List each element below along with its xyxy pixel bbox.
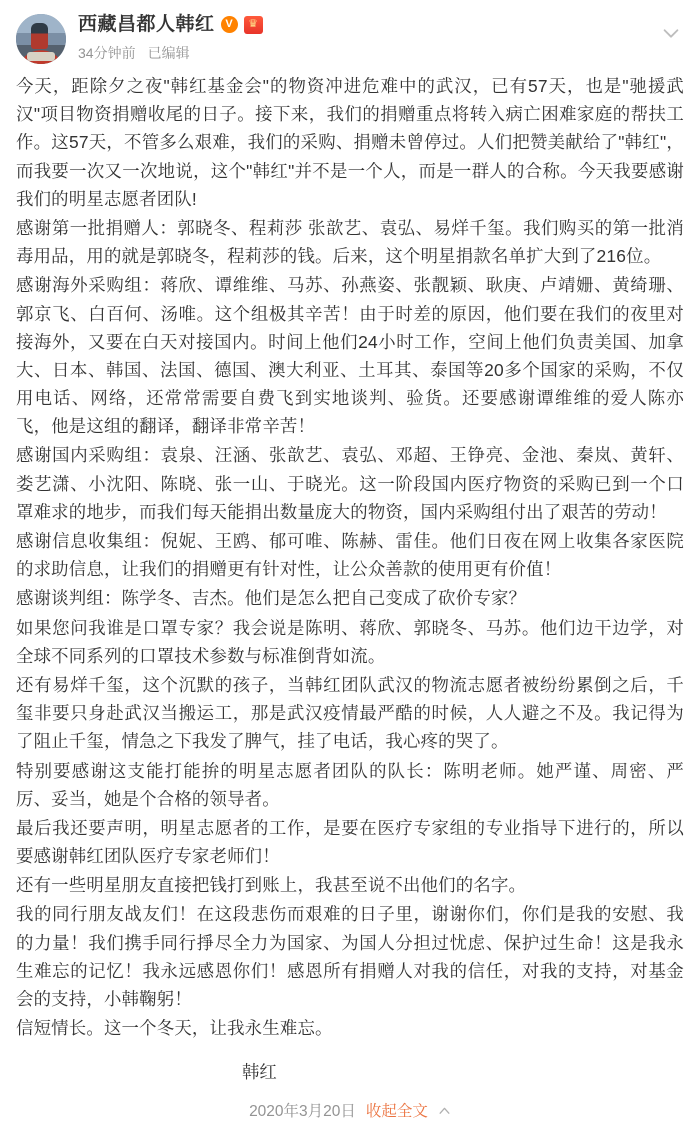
post-footer [16, 1093, 684, 1137]
post-paragraph: 还有易烊千玺，这个沉默的孩子，当韩红团队武汉的物流志愿者被纷纷累倒之后，千玺非要只身赴武汉当搬运工，那是武汉疫情最严酷的时候，人人避之不及。我记得为了阻止千玺，情急之下我发了脾气，挂了电话，我心疼的哭了。 [16, 674, 684, 752]
post-edited-label: 已编辑 [147, 45, 190, 61]
post-paragraph: 我的同行朋友战友们！在这段悲伤而艰难的日子里，谢谢你们，你们是我的安慰、我的力量！我们携手同行掙尽全力为国家、为国人分担过忧虑、保护过生命！这是我永生难忘的记忆！我永远感恩你们！感恩所有捐赠人对我的信任，对我的支持，对基金会的支持，小韩鞠躬！ [16, 904, 684, 1009]
post-meta [78, 43, 684, 63]
post-time: 34分钟前 [78, 45, 136, 61]
post-paragraph: 如果您问我谁是口罩专家？我会说是陈明、蒋欣、郭晓冬、马苏。他们边干边学，对全球不同系列的口罩技术参数与标准倒背如流。 [16, 617, 684, 666]
vip-crown-icon[interactable]: ♛ [244, 16, 263, 34]
chevron-up-icon[interactable] [438, 1104, 451, 1117]
author-name[interactable]: 西藏昌都人韩红 [78, 14, 215, 35]
post-content [16, 70, 684, 1042]
author-block [78, 14, 684, 63]
avatar-image [16, 14, 66, 64]
post-date: 2020年3月20日 [249, 1103, 356, 1121]
verified-badge-icon[interactable]: V [221, 16, 238, 33]
post-paragraph: 还有一些明星朋友直接把钱打到账上，我甚至说不出他们的名字。 [16, 875, 527, 896]
post-paragraph: 感谢国内采购组：袁泉、汪涵、张歆艺、袁弘、邓超、王铮亮、金池、秦岚、黄轩、娄艺潇、小沈阳、陈晓、张一山、于晓光。这一阶段国内医疗物资的采购已到一个口罩难求的地步，而我们每天能捐出数量庞大的物资，国内采购组付出了艰苦的劳动！ [16, 445, 684, 522]
chevron-down-icon[interactable] [660, 22, 682, 44]
post-paragraph: 今天，距除夕之夜"韩红基金会"的物资冲进危难中的武汉，已有57天，也是"驰援武汉"项目物资捐赠收尾的日子。接下来，我们的捐赠重点将转入病亡困难家庭的帮扶工作。这57天，不管多么艰难，我们的采购、捐赠未曾停过。人们把赞美献给了"韩红"，而我要一次又一次地说，这个"韩红"并不是一个人，而是一群人的合称。今天我要感谢我们的明星志愿者团队! [16, 76, 684, 209]
post-paragraph: 感谢谈判组：陈学冬、吉杰。他们是怎么把自己变成了砍价专家？ [16, 588, 527, 609]
post-paragraph: 最后我还要声明，明星志愿者的工作，是要在医疗专家组的专业指导下进行的，所以要感谢韩红团队医疗专家老师们！ [16, 817, 684, 867]
left-edge-spacer [0, 0, 3, 1137]
post-signature: 韩红 [242, 1062, 277, 1083]
post-paragraph: 信短情长。这一个冬天，让我永生难忘。 [16, 1018, 333, 1039]
name-row [78, 15, 684, 34]
post-header [16, 14, 684, 70]
collapse-full-text-button[interactable]: 收起全文 [365, 1103, 428, 1121]
post-paragraph: 感谢信息收集组：倪妮、王鸥、郁可唯、陈赫、雷佳。他们日夜在网上收集各家医院的求助信息，让我们的捐赠更有针对性，让公众善款的使用更有价值！ [16, 531, 684, 580]
post-paragraph: 感谢第一批捐赠人：郭晓冬、程莉莎 张歆艺、袁弘、易烊千玺。我们购买的第一批消毒用品，用的就是郭晓冬，程莉莎的钱。后来，这个明星捐款名单扩大到了216位。 [16, 217, 684, 267]
post-paragraph: 感谢海外采购组：蒋欣、谭维维、马苏、孙燕姿、张靓颖、耿庚、卢靖姗、黄绮珊、郭京飞、白百何、汤唯。这个组极其辛苦！由于时差的原因，他们要在我们的夜里对接海外，又要在白天对接国内。时间上他们24小时工作，空间上他们负责美国、加拿大、日本、韩国、法国、德国、澳大利亚、土耳其、泰国等20多个国家的采购，不仅用电话、网络，还常常需要自费飞到实地谈判、验货。还要感谢谭维维的爱人陈亦飞，他是这组的翻译，翻译非常辛苦！ [16, 275, 684, 437]
avatar[interactable] [16, 14, 66, 64]
post-paragraph: 特别要感谢这支能打能拚的明星志愿者团队的队长：陈明老师。她严谨、周密、严厉、妥当，她是个合格的领导者。 [16, 760, 684, 809]
